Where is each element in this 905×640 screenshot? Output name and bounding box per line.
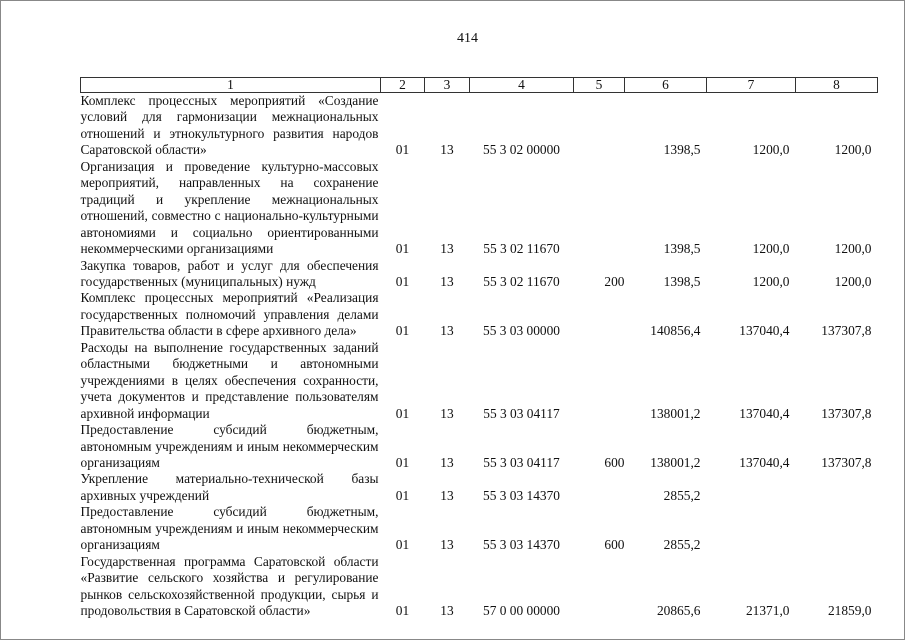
section-cell: 01 <box>395 537 410 553</box>
target-article-cell: 55 3 02 11670 <box>483 273 560 289</box>
table-row <box>81 471 878 504</box>
target-article-cell: 55 3 02 00000 <box>483 142 560 158</box>
table-row <box>81 290 878 339</box>
expense-type-cell: 600 <box>604 454 625 470</box>
amount-col7-cell: 137040,4 <box>739 405 790 421</box>
page-number: 414 <box>457 31 478 46</box>
section-cell: 01 <box>395 603 410 619</box>
amount-col6-cell: 138001,2 <box>650 405 701 421</box>
target-article-cell: 57 0 00 00000 <box>483 603 560 619</box>
col-header-1: 1 <box>81 78 381 93</box>
description-cell: Предоставление субсидий бюджетным, автономным учреждениям и иным некоммерческим организациям <box>80 504 379 553</box>
target-article-cell: 55 3 03 04117 <box>483 405 560 421</box>
amount-col6-cell: 20865,6 <box>656 603 701 619</box>
amount-col8-cell: 1200,0 <box>834 142 872 158</box>
expense-type-cell <box>574 290 625 339</box>
description-cell: Государственная программа Саратовской области «Развитие сельского хозяйства и регулирование рынков сельскохозяйственной продукции, сырья и продовольствия в Саратовской области» <box>80 553 379 619</box>
col-header-6: 6 <box>625 78 707 93</box>
section-cell: 01 <box>395 273 410 289</box>
target-article-cell: 55 3 03 00000 <box>483 323 560 339</box>
target-article-cell: 55 3 02 11670 <box>483 241 560 257</box>
amount-col8-cell <box>796 504 878 553</box>
table-row <box>81 340 878 422</box>
subsection-cell: 13 <box>440 323 454 339</box>
amount-col7-cell: 137040,4 <box>739 323 790 339</box>
table-row <box>81 258 878 291</box>
amount-col8-cell: 137307,8 <box>821 405 872 421</box>
subsection-cell: 13 <box>440 454 454 470</box>
amount-col7-cell: 1200,0 <box>752 142 790 158</box>
target-article-cell: 55 3 03 14370 <box>483 487 560 503</box>
description-cell: Закупка товаров, работ и услуг для обеспечения государственных (муниципальных) нужд <box>80 257 379 289</box>
table-row <box>81 159 878 258</box>
amount-col8-cell: 137307,8 <box>821 454 872 470</box>
table-row <box>81 504 878 553</box>
subsection-cell: 13 <box>440 487 454 503</box>
section-cell: 01 <box>395 405 410 421</box>
amount-col8-cell <box>796 471 878 504</box>
description-cell: Предоставление субсидий бюджетным, автономным учреждениям и иным некоммерческим организациям <box>80 422 379 470</box>
amount-col8-cell: 1200,0 <box>834 273 872 289</box>
col-header-8: 8 <box>796 78 878 93</box>
table-row <box>81 93 878 159</box>
subsection-cell: 13 <box>440 405 454 421</box>
section-cell: 01 <box>395 487 410 503</box>
amount-col8-cell: 21859,0 <box>827 603 872 619</box>
target-article-cell: 55 3 03 14370 <box>483 537 560 553</box>
section-cell: 01 <box>395 323 410 339</box>
amount-col7-cell: 137040,4 <box>739 454 790 470</box>
section-cell: 01 <box>395 454 410 470</box>
table-row <box>81 554 878 620</box>
subsection-cell: 13 <box>440 273 454 289</box>
amount-col7-cell <box>707 504 796 553</box>
amount-col6-cell: 1398,5 <box>663 241 701 257</box>
amount-col6-cell: 138001,2 <box>650 454 701 470</box>
col-header-5: 5 <box>574 78 625 93</box>
expense-type-cell <box>574 340 625 422</box>
amount-col7-cell: 21371,0 <box>745 603 790 619</box>
amount-col6-cell: 1398,5 <box>663 142 701 158</box>
budget-table <box>80 77 878 620</box>
amount-col7-cell: 1200,0 <box>752 241 790 257</box>
amount-col6-cell: 1398,5 <box>663 273 701 289</box>
amount-col8-cell: 137307,8 <box>821 323 872 339</box>
description-cell: Расходы на выполнение государственных заданий областными бюджетными и автономными учреждениями в целях обеспечения сохранности, учета документов и представление пользователям архивной информации <box>80 339 379 421</box>
expense-type-cell <box>574 471 625 504</box>
target-article-cell: 55 3 03 04117 <box>483 454 560 470</box>
col-header-2: 2 <box>381 78 425 93</box>
expense-type-cell: 600 <box>604 537 625 553</box>
subsection-cell: 13 <box>440 603 454 619</box>
expense-type-cell: 200 <box>604 273 625 289</box>
description-cell: Комплекс процессных мероприятий «Реализация государственных полномочий управления делами Правительства области в сфере архивного дела» <box>80 290 379 339</box>
section-cell: 01 <box>395 241 410 257</box>
col-header-3: 3 <box>425 78 470 93</box>
description-cell: Организация и проведение культурно-массовых мероприятий, направленных на сохранение традиций и укрепление межнациональных отношений, совместно с национально-культурными автономиями и социально ориентированными некоммерческими организациями <box>80 158 379 257</box>
expense-type-cell <box>574 93 625 159</box>
col-header-7: 7 <box>707 78 796 93</box>
amount-col8-cell: 1200,0 <box>834 241 872 257</box>
expense-type-cell <box>574 554 625 620</box>
subsection-cell: 13 <box>440 241 454 257</box>
header-row <box>81 78 878 93</box>
table-row <box>81 422 878 471</box>
amount-col7-cell: 1200,0 <box>752 273 790 289</box>
amount-col6-cell: 2855,2 <box>663 537 701 553</box>
amount-col6-cell: 2855,2 <box>663 487 701 503</box>
expense-type-cell <box>574 159 625 258</box>
description-cell: Укрепление материально-технической базы архивных учреждений <box>80 471 379 503</box>
section-cell: 01 <box>395 142 410 158</box>
description-cell: Комплекс процессных мероприятий «Создание условий для гармонизации межнациональных отношений и этнокультурного развития народов Саратовской области» <box>80 93 379 158</box>
subsection-cell: 13 <box>440 537 454 553</box>
amount-col7-cell <box>707 471 796 504</box>
subsection-cell: 13 <box>440 142 454 158</box>
amount-col6-cell: 140856,4 <box>650 323 701 339</box>
col-header-4: 4 <box>470 78 574 93</box>
